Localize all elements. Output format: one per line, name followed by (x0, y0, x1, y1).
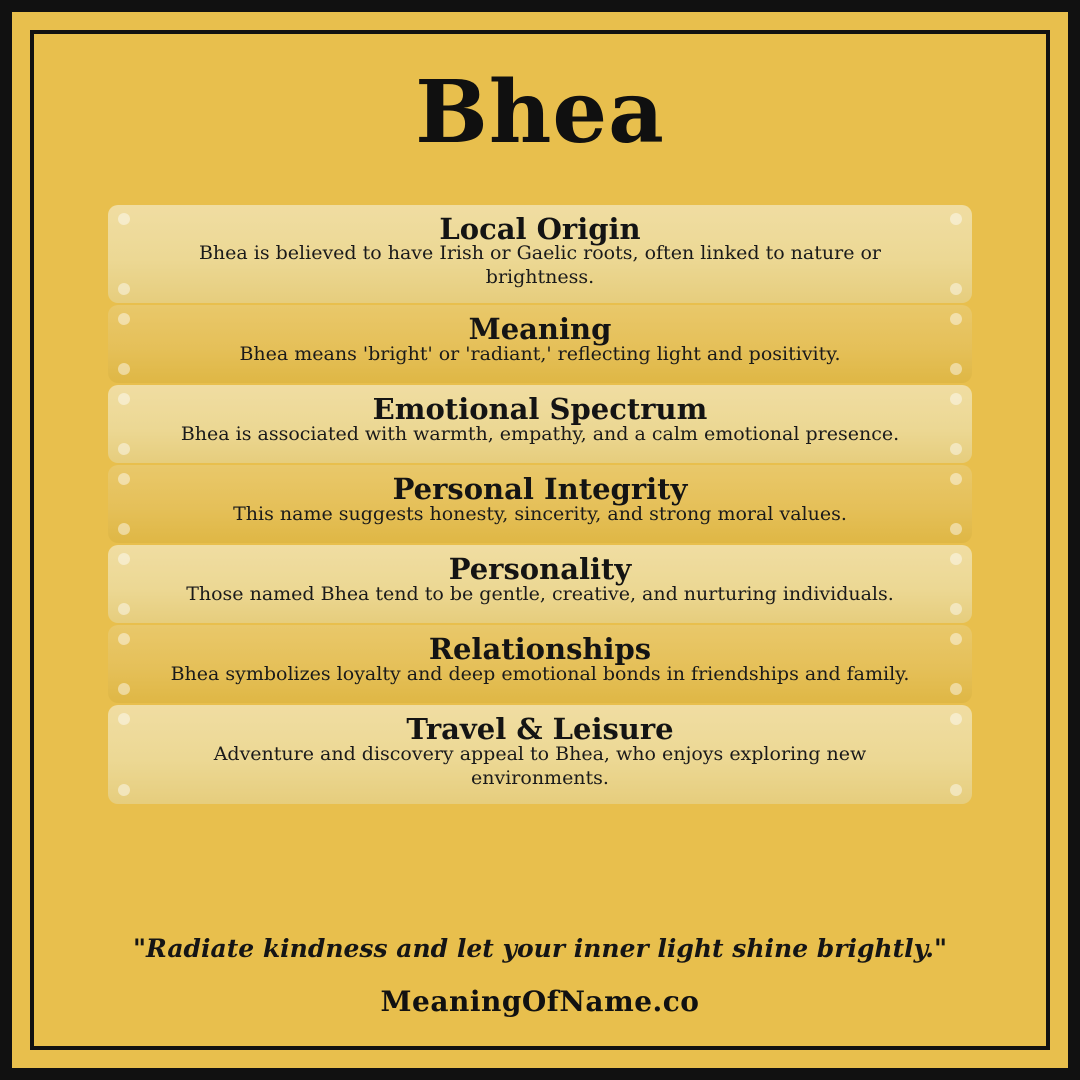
section-body: This name suggests honesty, sincerity, and strong moral values. (233, 502, 847, 525)
section-heading: Personal Integrity (392, 472, 688, 507)
brand-name: MeaningOfName.co (380, 985, 700, 1018)
section-meaning (108, 305, 972, 383)
section-heading: Meaning (468, 312, 612, 347)
section-personality (108, 545, 972, 623)
quote-text: "Radiate kindness and let your inner light shine brightly." (132, 934, 948, 963)
rivet-dot-icon (950, 363, 962, 375)
rivet-dot-icon (950, 443, 962, 455)
section-emotional-spectrum (108, 385, 972, 463)
section-heading: Travel & Leisure (406, 712, 674, 747)
rivet-dot-icon (950, 523, 962, 535)
section-heading: Relationships (428, 632, 652, 667)
rivet-dot-icon (118, 523, 130, 535)
section-personal-integrity (108, 465, 972, 543)
section-body: Bhea is associated with warmth, empathy, and a calm emotional presence. (180, 422, 900, 445)
section-local-origin (108, 205, 972, 304)
rivet-dot-icon (118, 603, 130, 615)
section-body: Bhea is believed to have Irish or Gaelic roots, often linked to nature or brightness. (198, 241, 882, 288)
rivet-dot-icon (950, 283, 962, 295)
section-body: Adventure and discovery appeal to Bhea, who enjoys exploring new environments. (213, 742, 867, 789)
section-list (108, 205, 972, 805)
section-body: Bhea means 'bright' or 'radiant,' reflecting light and positivity. (239, 342, 841, 365)
rivet-dot-icon (118, 443, 130, 455)
section-heading: Local Origin (439, 211, 641, 246)
rivet-dot-icon (950, 784, 962, 796)
page-title: Bhea (415, 62, 665, 163)
section-body: Those named Bhea tend to be gentle, creative, and nurturing individuals. (186, 582, 894, 605)
rivet-dot-icon (118, 683, 130, 695)
section-heading: Personality (448, 552, 632, 587)
rivet-dot-icon (118, 363, 130, 375)
rivet-dot-icon (118, 283, 130, 295)
rivet-dot-icon (118, 784, 130, 796)
section-travel-leisure (108, 705, 972, 804)
card-content (46, 46, 1034, 1034)
section-body: Bhea symbolizes loyalty and deep emotional bonds in friendships and family. (170, 662, 910, 685)
card-footer (46, 934, 1034, 1034)
section-heading: Emotional Spectrum (372, 392, 708, 427)
section-relationships (108, 625, 972, 703)
rivet-dot-icon (950, 683, 962, 695)
rivet-dot-icon (950, 603, 962, 615)
